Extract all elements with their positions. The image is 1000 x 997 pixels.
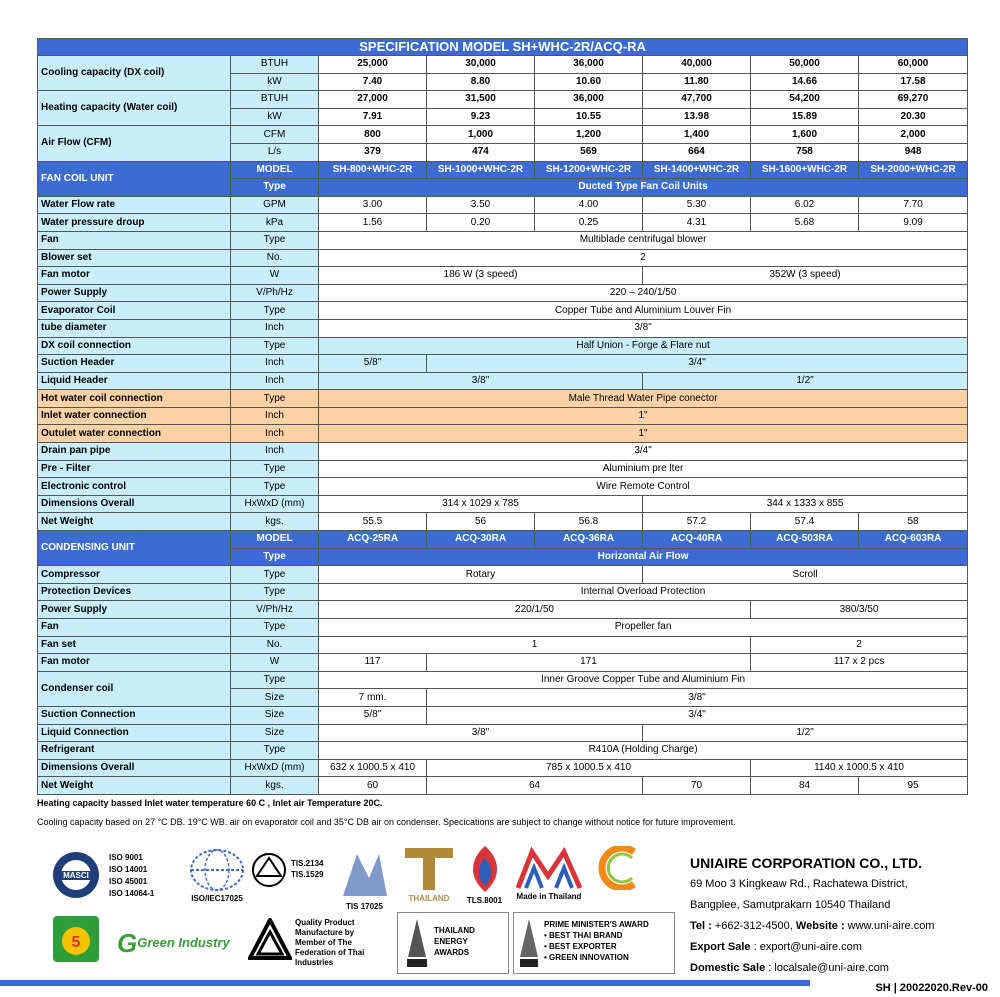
value-cell: 70 bbox=[643, 777, 751, 795]
row-label: Fan bbox=[38, 619, 231, 637]
value-cell: 380/3/50 bbox=[751, 601, 968, 619]
unit-cell: Size bbox=[231, 706, 319, 724]
unit-cell: V/Ph/Hz bbox=[231, 601, 319, 619]
value-cell: 15.89 bbox=[751, 108, 859, 126]
energy-label-logo bbox=[51, 915, 101, 965]
model-cell: SH-1600+WHC-2R bbox=[751, 161, 859, 179]
tis17025-mark-icon bbox=[339, 848, 391, 900]
unit-cell: W bbox=[231, 654, 319, 672]
web-link[interactable]: www.uni-aire.com bbox=[847, 920, 935, 932]
row-label: Suction Header bbox=[38, 355, 231, 373]
value-cell: 9.09 bbox=[859, 214, 968, 232]
value-cell: 64 bbox=[427, 777, 643, 795]
tls-text: TLS.8001 bbox=[466, 896, 503, 905]
energy-label-icon bbox=[52, 915, 100, 963]
model-label: MODEL bbox=[231, 161, 319, 179]
row-label: Heating capacity (Water coil) bbox=[38, 91, 231, 126]
value-cell: 220/1/50 bbox=[319, 601, 751, 619]
export-email[interactable]: : export@uni-aire.com bbox=[753, 941, 862, 953]
value-cell: 7.91 bbox=[319, 108, 427, 126]
value-cell: Multiblade centrifugal blower bbox=[319, 231, 968, 249]
unit-cell: Type bbox=[231, 302, 319, 320]
thailand-t-icon bbox=[403, 846, 455, 892]
value-cell: 314 x 1029 x 785 bbox=[319, 495, 643, 513]
value-cell: 186 W (3 speed) bbox=[319, 267, 643, 285]
section-condensing-unit: CONDENSING UNIT bbox=[38, 531, 231, 566]
unit-cell: Type bbox=[231, 566, 319, 584]
unit-cell: GPM bbox=[231, 196, 319, 214]
row-label: Fan motor bbox=[38, 267, 231, 285]
unit-cell: Inch bbox=[231, 355, 319, 373]
unit-cell: kPa bbox=[231, 214, 319, 232]
value-cell: 1 bbox=[319, 636, 751, 654]
row-label: Evaporator Coil bbox=[38, 302, 231, 320]
value-cell: 6.02 bbox=[751, 196, 859, 214]
value-cell: 3/4" bbox=[427, 706, 968, 724]
row-label: Blower set bbox=[38, 249, 231, 267]
model-cell: SH-800+WHC-2R bbox=[319, 161, 427, 179]
value-cell: Rotary bbox=[319, 566, 643, 584]
unit-cell: HxWxD (mm) bbox=[231, 759, 319, 777]
pm-title: PRIME MINISTER'S AWARD bbox=[544, 920, 649, 929]
tls-logo bbox=[462, 844, 507, 905]
value-cell: 57.2 bbox=[643, 513, 751, 531]
value-cell: 2,000 bbox=[859, 126, 968, 144]
value-cell: 3.00 bbox=[319, 196, 427, 214]
value-cell: 8.80 bbox=[427, 73, 535, 91]
value-cell: 58 bbox=[859, 513, 968, 531]
unit-cell: W bbox=[231, 267, 319, 285]
value-cell: 13.98 bbox=[643, 108, 751, 126]
value-cell: 50,000 bbox=[751, 56, 859, 74]
spec-table bbox=[37, 38, 968, 795]
row-label: Fan set bbox=[38, 636, 231, 654]
value-cell: 56.8 bbox=[535, 513, 643, 531]
row-label: Fan bbox=[38, 231, 231, 249]
unit-cell: Inch bbox=[231, 372, 319, 390]
unit-cell: Inch bbox=[231, 407, 319, 425]
thailand-text: THAILAND bbox=[408, 894, 450, 903]
value-cell: 664 bbox=[643, 143, 751, 161]
value-cell: Wire Remote Control bbox=[319, 478, 968, 496]
value-cell: 785 x 1000.5 x 410 bbox=[427, 759, 751, 777]
model-cell: SH-1000+WHC-2R bbox=[427, 161, 535, 179]
footer-bar bbox=[0, 980, 1000, 997]
unit-cell: Inch bbox=[231, 319, 319, 337]
row-label: Power Supply bbox=[38, 284, 231, 302]
value-cell: 3/8" bbox=[319, 724, 643, 742]
tis-item: TIS.2134 bbox=[291, 859, 324, 868]
row-label: Fan motor bbox=[38, 654, 231, 672]
row-label: Electronic control bbox=[38, 478, 231, 496]
value-cell: 3/4" bbox=[427, 355, 968, 373]
unit-cell: BTUH bbox=[231, 91, 319, 109]
tel-label: Tel : bbox=[690, 920, 712, 932]
value-cell: Half Union - Forge & Flare nut bbox=[319, 337, 968, 355]
model-cell: ACQ-40RA bbox=[643, 531, 751, 549]
value-cell: Male Thread Water Pipe conector bbox=[319, 390, 968, 408]
value-cell: 344 x 1333 x 855 bbox=[643, 495, 968, 513]
masci-logo bbox=[51, 850, 101, 900]
value-cell: 3/8" bbox=[319, 372, 643, 390]
type-value: Ducted Type Fan Coil Units bbox=[319, 179, 968, 197]
tls-flame-icon bbox=[465, 844, 505, 894]
doc-code: SH | 20022020.Rev-00 bbox=[875, 982, 988, 994]
value-cell: 3/8" bbox=[319, 319, 968, 337]
domestic-label: Domestic Sale bbox=[690, 962, 766, 974]
type-label: Type bbox=[231, 548, 319, 566]
address-line: 69 Moo 3 Kingkeaw Rd., Rachatewa District, bbox=[690, 878, 908, 890]
value-cell: 57.4 bbox=[751, 513, 859, 531]
row-label: Protection Devices bbox=[38, 583, 231, 601]
unit-cell: Size bbox=[231, 689, 319, 707]
fti-logo bbox=[247, 918, 292, 964]
trophy-icon bbox=[404, 917, 430, 969]
value-cell: 69,270 bbox=[859, 91, 968, 109]
cooling-note: Cooling capacity based on 27 °C DB. 19°C WB. air on evaporator coil and 35°C DB air on condenser. Specications are subject to change without notice for future improvement. bbox=[37, 817, 736, 827]
unit-cell: kW bbox=[231, 73, 319, 91]
value-cell: 20.30 bbox=[859, 108, 968, 126]
type-value: Horizontal Air Flow bbox=[319, 548, 968, 566]
value-cell: 5.68 bbox=[751, 214, 859, 232]
value-cell: Internal Overload Protection bbox=[319, 583, 968, 601]
row-label: Pre - Filter bbox=[38, 460, 231, 478]
value-cell: 3/4" bbox=[319, 443, 968, 461]
fti-triangle-icon bbox=[248, 918, 292, 962]
value-cell: 474 bbox=[427, 143, 535, 161]
unit-cell: HxWxD (mm) bbox=[231, 495, 319, 513]
value-cell: 14.66 bbox=[751, 73, 859, 91]
value-cell: 3.50 bbox=[427, 196, 535, 214]
row-label: Inlet water connection bbox=[38, 407, 231, 425]
row-label: Power Supply bbox=[38, 601, 231, 619]
value-cell: 352W (3 speed) bbox=[643, 267, 968, 285]
tis17025-logo bbox=[337, 848, 392, 911]
iso-item: ISO 14064-1 bbox=[109, 889, 155, 898]
unit-cell: Type bbox=[231, 742, 319, 760]
value-cell: 30,000 bbox=[427, 56, 535, 74]
green-text: Green Industry bbox=[137, 934, 230, 950]
value-cell: 17.58 bbox=[859, 73, 968, 91]
value-cell: 7.40 bbox=[319, 73, 427, 91]
value-cell: 11.80 bbox=[643, 73, 751, 91]
row-label: Suction Connection bbox=[38, 706, 231, 724]
tis-mark-icon bbox=[251, 852, 287, 888]
certification-logos bbox=[37, 840, 677, 980]
row-label: Air Flow (CFM) bbox=[38, 126, 231, 161]
value-cell: 171 bbox=[427, 654, 751, 672]
pm-item: • GREEN INNOVATION bbox=[544, 953, 629, 962]
iec-logo bbox=[187, 848, 247, 903]
row-label: Liquid Connection bbox=[38, 724, 231, 742]
model-cell: ACQ-603RA bbox=[859, 531, 968, 549]
model-cell: SH-1400+WHC-2R bbox=[643, 161, 751, 179]
made-text: Made in Thailand bbox=[516, 892, 582, 901]
value-cell: 7.70 bbox=[859, 196, 968, 214]
row-label: Water Flow rate bbox=[38, 196, 231, 214]
value-cell: 1" bbox=[319, 425, 968, 443]
unit-cell: Inch bbox=[231, 443, 319, 461]
green-industry-logo bbox=[117, 928, 237, 959]
value-cell: 1,000 bbox=[427, 126, 535, 144]
tis17025-text: TIS 17025 bbox=[346, 902, 383, 911]
company-info bbox=[690, 853, 970, 979]
unit-cell: kW bbox=[231, 108, 319, 126]
value-cell: 1140 x 1000.5 x 410 bbox=[751, 759, 968, 777]
type-label: Type bbox=[231, 179, 319, 197]
model-cell: ACQ-30RA bbox=[427, 531, 535, 549]
iso-item: ISO 45001 bbox=[109, 877, 148, 886]
green-g-icon: G bbox=[117, 928, 138, 958]
value-cell: 1,600 bbox=[751, 126, 859, 144]
fti-text: Quality Product Manufacture by Member of The Federation of Thai Industries bbox=[295, 918, 365, 967]
row-label: tube diameter bbox=[38, 319, 231, 337]
value-cell: 758 bbox=[751, 143, 859, 161]
mit-arches-icon bbox=[514, 846, 584, 890]
unit-cell: No. bbox=[231, 636, 319, 654]
value-cell: 1,200 bbox=[535, 126, 643, 144]
organization-logo bbox=[593, 846, 655, 892]
value-cell: 95 bbox=[859, 777, 968, 795]
value-cell: 36,000 bbox=[535, 56, 643, 74]
value-cell: 60,000 bbox=[859, 56, 968, 74]
energy-awards-text: THAILAND ENERGY AWARDS bbox=[434, 926, 475, 957]
value-cell: Copper Tube and Aluminium Louver Fin bbox=[319, 302, 968, 320]
pm-item: • BEST EXPORTER bbox=[544, 942, 617, 951]
value-cell: 117 bbox=[319, 654, 427, 672]
unit-cell: kgs. bbox=[231, 777, 319, 795]
value-cell: 3/8" bbox=[427, 689, 968, 707]
row-label: Liquid Header bbox=[38, 372, 231, 390]
value-cell: 800 bbox=[319, 126, 427, 144]
value-cell: 25,000 bbox=[319, 56, 427, 74]
value-cell: Inner Groove Copper Tube and Aluminium Fin bbox=[319, 671, 968, 689]
value-cell: 40,000 bbox=[643, 56, 751, 74]
footer-line bbox=[0, 980, 810, 986]
contact-line bbox=[690, 916, 970, 937]
unit-cell: BTUH bbox=[231, 56, 319, 74]
row-label: Net Weight bbox=[38, 777, 231, 795]
model-cell: ACQ-36RA bbox=[535, 531, 643, 549]
row-label: Net Weight bbox=[38, 513, 231, 531]
heating-note: Heating capacity bassed Inlet water temperature 60 C , Inlet air Temperature 20C. bbox=[37, 798, 383, 808]
globe-icon bbox=[189, 848, 245, 892]
energy-awards-box bbox=[397, 912, 509, 974]
unit-cell: V/Ph/Hz bbox=[231, 284, 319, 302]
value-cell: 569 bbox=[535, 143, 643, 161]
value-cell: 2 bbox=[751, 636, 968, 654]
value-cell: 5/8" bbox=[319, 355, 427, 373]
value-cell: 10.60 bbox=[535, 73, 643, 91]
unit-cell: CFM bbox=[231, 126, 319, 144]
value-cell: 379 bbox=[319, 143, 427, 161]
value-cell: 220 – 240/1/50 bbox=[319, 284, 968, 302]
organization-c-icon bbox=[594, 846, 654, 890]
value-cell: 1/2" bbox=[643, 724, 968, 742]
pm-trophy-icon bbox=[518, 917, 540, 969]
value-cell: 84 bbox=[751, 777, 859, 795]
unit-cell: L/s bbox=[231, 143, 319, 161]
section-fan-coil-unit: FAN COIL UNIT bbox=[38, 161, 231, 196]
value-cell: 56 bbox=[427, 513, 535, 531]
unit-cell: Type bbox=[231, 478, 319, 496]
row-label: Outulet water connection bbox=[38, 425, 231, 443]
unit-cell: Type bbox=[231, 671, 319, 689]
value-cell: 5.30 bbox=[643, 196, 751, 214]
value-cell: 4.31 bbox=[643, 214, 751, 232]
unit-cell: Type bbox=[231, 390, 319, 408]
iso-list bbox=[109, 852, 154, 900]
value-cell: 27,000 bbox=[319, 91, 427, 109]
value-cell: 54,200 bbox=[751, 91, 859, 109]
address-line: Bangplee, Samutprakarn 10540 Thailand bbox=[690, 899, 891, 911]
value-cell: 36,000 bbox=[535, 91, 643, 109]
value-cell: Aluminium pre lter bbox=[319, 460, 968, 478]
export-label: Export Sale bbox=[690, 941, 751, 953]
value-cell: 0.20 bbox=[427, 214, 535, 232]
spec-title: SPECIFICATION MODEL SH+WHC-2R/ACQ-RA bbox=[38, 39, 968, 56]
value-cell: 117 x 2 pcs bbox=[751, 654, 968, 672]
value-cell: 1/2" bbox=[643, 372, 968, 390]
unit-cell: Type bbox=[231, 619, 319, 637]
row-label: Cooling capacity (DX coil) bbox=[38, 56, 231, 91]
model-cell: ACQ-25RA bbox=[319, 531, 427, 549]
export-line bbox=[690, 937, 970, 958]
model-label: MODEL bbox=[231, 531, 319, 549]
row-label: Refrigerant bbox=[38, 742, 231, 760]
row-label: Hot water coil connection bbox=[38, 390, 231, 408]
unit-cell: Type bbox=[231, 583, 319, 601]
pm-item: • BEST THAI BRAND bbox=[544, 931, 623, 940]
tis-item: TIS.1529 bbox=[291, 870, 324, 879]
value-cell: 7 mm. bbox=[319, 689, 427, 707]
unit-cell: Type bbox=[231, 460, 319, 478]
value-cell: 948 bbox=[859, 143, 968, 161]
thailand-trust-logo bbox=[399, 846, 459, 903]
unit-cell: Type bbox=[231, 337, 319, 355]
model-cell: SH-1200+WHC-2R bbox=[535, 161, 643, 179]
svg-text:5: 5 bbox=[71, 934, 81, 951]
pm-award-box bbox=[513, 912, 675, 974]
value-cell: 632 x 1000.5 x 410 bbox=[319, 759, 427, 777]
unit-cell: kgs. bbox=[231, 513, 319, 531]
value-cell: 4.00 bbox=[535, 196, 643, 214]
unit-cell: Size bbox=[231, 724, 319, 742]
iso-item: ISO 9001 bbox=[109, 853, 143, 862]
row-label: Compressor bbox=[38, 566, 231, 584]
value-cell: 47,700 bbox=[643, 91, 751, 109]
iec-text: ISO/IEC17025 bbox=[191, 894, 243, 903]
tel-value: +662-312-4500, bbox=[714, 920, 793, 932]
value-cell: 1,400 bbox=[643, 126, 751, 144]
row-label: Drain pan pipe bbox=[38, 443, 231, 461]
value-cell: 1.56 bbox=[319, 214, 427, 232]
value-cell: 60 bbox=[319, 777, 427, 795]
value-cell: 31,500 bbox=[427, 91, 535, 109]
made-in-thailand-logo bbox=[513, 846, 585, 901]
value-cell: 9.23 bbox=[427, 108, 535, 126]
row-label: Condenser coil bbox=[38, 671, 231, 706]
row-label: Water pressure droup bbox=[38, 214, 231, 232]
value-cell: 0.25 bbox=[535, 214, 643, 232]
value-cell: Scroll bbox=[643, 566, 968, 584]
company-name: UNIAIRE CORPORATION CO., LTD. bbox=[690, 855, 923, 871]
value-cell: Propeller fan bbox=[319, 619, 968, 637]
unit-cell: Inch bbox=[231, 425, 319, 443]
row-label: Dimensions Overall bbox=[38, 759, 231, 777]
value-cell: 5/8" bbox=[319, 706, 427, 724]
iso-item: ISO 14001 bbox=[109, 865, 148, 874]
tis-list bbox=[291, 858, 323, 880]
row-label: DX coil connection bbox=[38, 337, 231, 355]
domestic-line bbox=[690, 958, 970, 979]
value-cell: 55.5 bbox=[319, 513, 427, 531]
web-label: Website : bbox=[795, 920, 845, 932]
row-label: Dimensions Overall bbox=[38, 495, 231, 513]
model-cell: SH-2000+WHC-2R bbox=[859, 161, 968, 179]
unit-cell: Type bbox=[231, 231, 319, 249]
model-cell: ACQ-503RA bbox=[751, 531, 859, 549]
masci-text: MASCI bbox=[63, 871, 89, 880]
tis-logo bbox=[249, 852, 289, 890]
domestic-email[interactable]: : localsale@uni-aire.com bbox=[768, 962, 889, 974]
unit-cell: No. bbox=[231, 249, 319, 267]
value-cell: 10.55 bbox=[535, 108, 643, 126]
value-cell: 2 bbox=[319, 249, 968, 267]
value-cell: 1" bbox=[319, 407, 968, 425]
value-cell: R410A (Holding Charge) bbox=[319, 742, 968, 760]
